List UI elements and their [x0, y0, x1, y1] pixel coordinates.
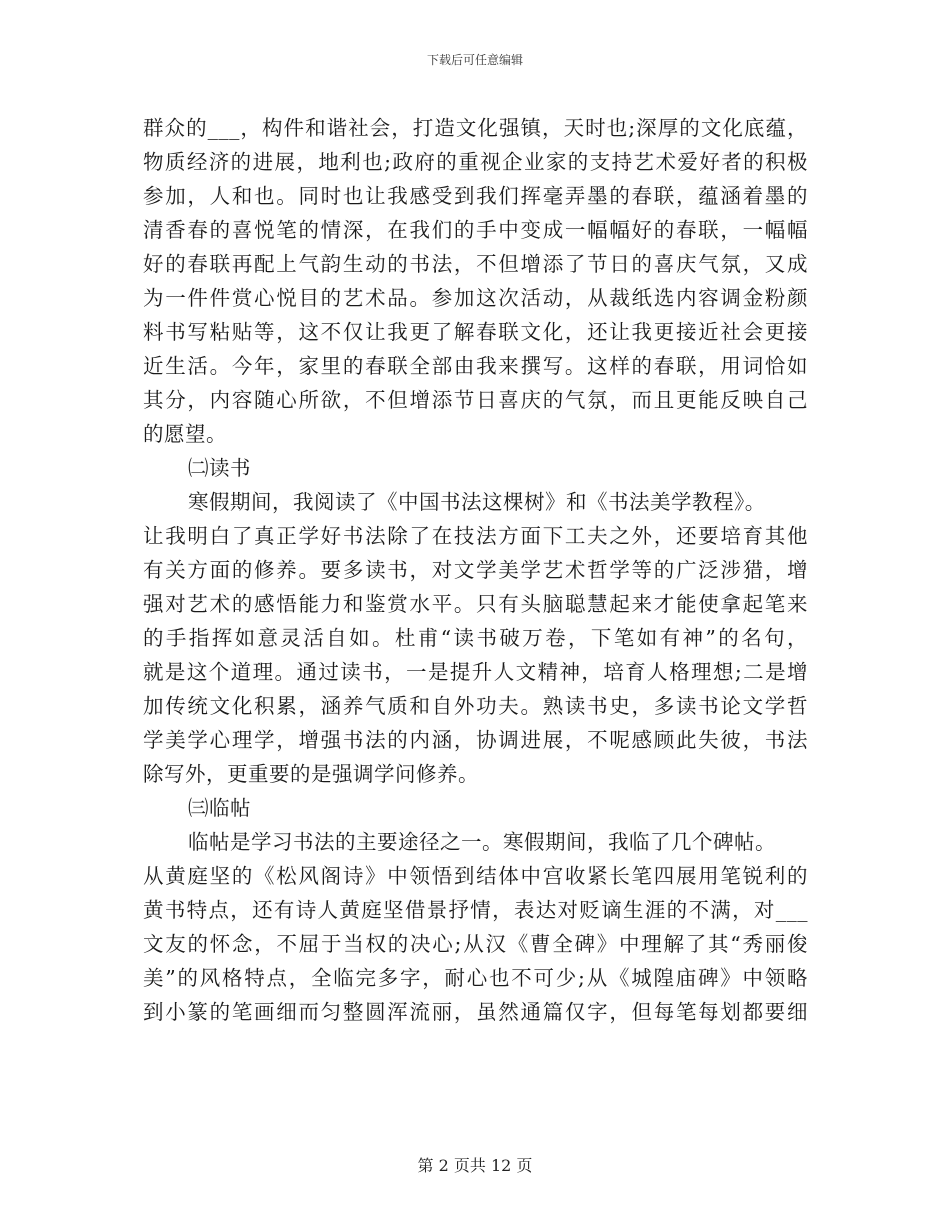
body-line: 近生活。今年，家里的春联全部由我来撰写。这样的春联，用词恰如: [143, 354, 808, 378]
section-heading-reading: ㈡读书: [188, 456, 251, 480]
body-line: 就是这个道理。通过读书，一是提升人文精神，培育人格理想;二是增: [143, 660, 808, 684]
body-line: 从黄庭坚的《松风阁诗》中领悟到结体中宫收紧长笔四展用笔锐利的: [143, 864, 808, 888]
body-line: 文友的怀念，不屈于当权的决心;从汉《曹全碑》中理解了其“秀丽俊: [143, 932, 808, 956]
page-number: 第 2 页共 12 页: [417, 1156, 533, 1175]
document-body: [143, 111, 808, 1029]
body-line: 好的春联再配上气韵生动的书法，不但增添了节日的喜庆气氛，又成: [143, 252, 808, 276]
body-line: 到小篆的笔画细而匀整圆浑流丽，虽然通篇仅字，但每笔每划都要细: [143, 1000, 808, 1024]
body-line: 群众的___，构件和谐社会，打造文化强镇，天时也;深厚的文化底蕴，: [143, 116, 808, 140]
section-heading-copying: ㈢临帖: [188, 796, 251, 820]
body-line: 加传统文化积累，涵养气质和自外功夫。熟读书史，多读书论文学哲: [143, 694, 808, 718]
body-line: 其分，内容随心所欲，不但增添节日喜庆的气氛，而且更能反映自己: [143, 388, 808, 412]
body-line: 寒假期间，我阅读了《中国书法这棵树》和《书法美学教程》。: [188, 490, 766, 514]
body-line: 参加，人和也。同时也让我感受到我们挥毫弄墨的春联，蕴涵着墨的: [143, 184, 808, 208]
body-line: 的手指挥如意灵活自如。杜甫“读书破万卷，下笔如有神”的名句，: [143, 626, 808, 650]
body-line: 清香春的喜悦笔的情深，在我们的手中变成一幅幅好的春联，一幅幅: [143, 218, 808, 242]
body-line: 料书写粘贴等，这不仅让我更了解春联文化，还让我更接近社会更接: [143, 320, 808, 344]
body-line: 临帖是学习书法的主要途径之一。寒假期间，我临了几个碑帖。: [188, 830, 776, 854]
body-line: 黄书特点，还有诗人黄庭坚借景抒情，表达对贬谪生涯的不满，对___: [143, 898, 808, 922]
body-line: 强对艺术的感悟能力和鉴赏水平。只有头脑聪慧起来才能使拿起笔来: [143, 592, 808, 616]
body-line: 除写外，更重要的是强调学问修养。: [143, 762, 479, 786]
body-line: 物质经济的进展，地利也;政府的重视企业家的支持艺术爱好者的积极: [143, 150, 808, 174]
body-line: 美”的风格特点，全临完多字，耐心也不可少;从《城隍庙碑》中领略: [143, 966, 808, 990]
body-line: 的愿望。: [143, 422, 227, 446]
page-header: 下载后可任意编辑: [426, 53, 523, 67]
body-line: 有关方面的修养。要多读书，对文学美学艺术哲学等的广泛涉猎，增: [143, 558, 808, 582]
body-line: 让我明白了真正学好书法除了在技法方面下工夫之外，还要培育其他: [143, 524, 808, 548]
body-line: 学美学心理学，增强书法的内涵，协调进展，不呢感顾此失彼，书法: [143, 728, 808, 752]
body-line: 为一件件赏心悦目的艺术品。参加这次活动，从裁纸选内容调金粉颜: [143, 286, 808, 310]
